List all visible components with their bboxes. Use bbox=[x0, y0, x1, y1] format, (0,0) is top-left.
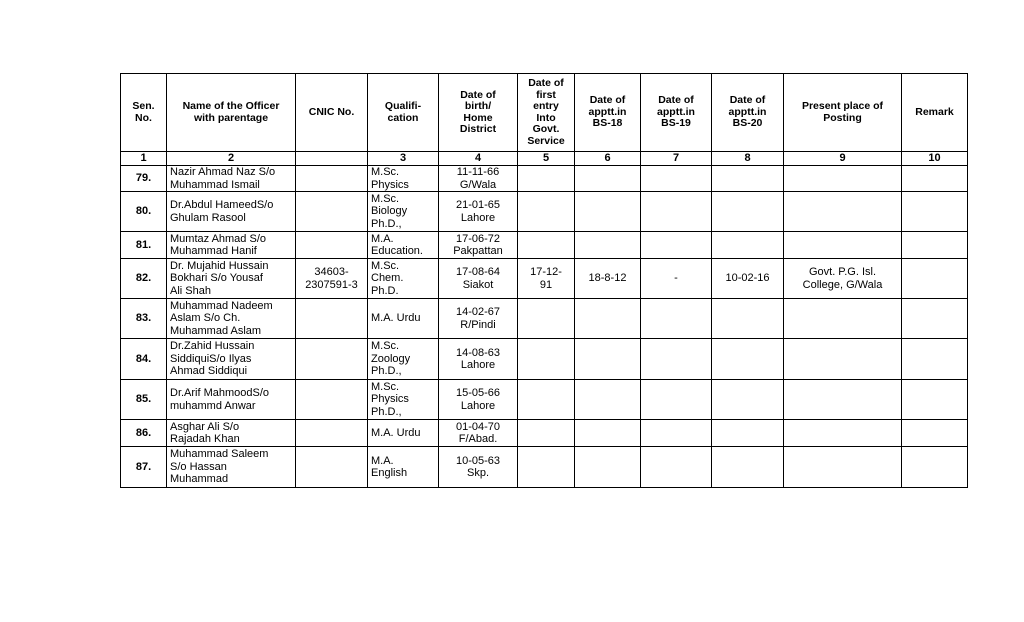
bs18-date-cell bbox=[575, 380, 641, 420]
present-posting-cell bbox=[784, 339, 902, 380]
present-posting-cell bbox=[784, 299, 902, 339]
qualification-cell: M.Sc. Biology Ph.D., bbox=[368, 192, 439, 232]
officer-name-cell: Dr.Abdul HameedS/o Ghulam Rasool bbox=[167, 192, 296, 232]
cnic-no-cell: 34603- 2307591-3 bbox=[296, 259, 368, 299]
bs18-date-cell bbox=[575, 299, 641, 339]
qualification-header: Qualifi- cation bbox=[368, 74, 439, 152]
bs20-header: Date of apptt.in BS-20 bbox=[712, 74, 784, 152]
bs20-date-cell bbox=[712, 299, 784, 339]
dob-district-cell: 17-08-64 Siakot bbox=[439, 259, 518, 299]
present-posting-cell bbox=[784, 447, 902, 488]
sen-no-cell: 86. bbox=[121, 420, 167, 447]
bs20-date-cell bbox=[712, 232, 784, 259]
dob-district-cell: 14-02-67 R/Pindi bbox=[439, 299, 518, 339]
officer-name-cell: Dr.Zahid Hussain SiddiquiS/o Ilyas Ahmad Siddiqui bbox=[167, 339, 296, 380]
first-entry-cell bbox=[518, 192, 575, 232]
cnic-no-cell bbox=[296, 339, 368, 380]
posting-header: Present place of Posting bbox=[784, 74, 902, 152]
sen-no-cell: 81. bbox=[121, 232, 167, 259]
remark-cell bbox=[902, 259, 968, 299]
officer-name-cell: Nazir Ahmad Naz S/o Muhammad Ismail bbox=[167, 166, 296, 192]
first-entry-cell bbox=[518, 420, 575, 447]
present-posting-cell bbox=[784, 192, 902, 232]
sen-no-cell: 79. bbox=[121, 166, 167, 192]
table-row bbox=[121, 299, 968, 339]
column-number: 1 bbox=[121, 152, 167, 166]
bs19-date-cell bbox=[641, 166, 712, 192]
table-row bbox=[121, 192, 968, 232]
column-number: 10 bbox=[902, 152, 968, 166]
sen-no-cell: 80. bbox=[121, 192, 167, 232]
column-number: 9 bbox=[784, 152, 902, 166]
qualification-cell: M.Sc. Zoology Ph.D., bbox=[368, 339, 439, 380]
column-number: 8 bbox=[712, 152, 784, 166]
table-row bbox=[121, 420, 968, 447]
first-entry-cell bbox=[518, 232, 575, 259]
header-row bbox=[121, 74, 968, 152]
dob-district-cell: 14-08-63 Lahore bbox=[439, 339, 518, 380]
qualification-cell: M.Sc. Physics bbox=[368, 166, 439, 192]
bs20-date-cell bbox=[712, 166, 784, 192]
bs20-date-cell bbox=[712, 380, 784, 420]
bs18-date-cell bbox=[575, 232, 641, 259]
qualification-cell: M.Sc. Physics Ph.D., bbox=[368, 380, 439, 420]
remark-cell bbox=[902, 192, 968, 232]
bs20-date-cell bbox=[712, 339, 784, 380]
bs19-date-cell bbox=[641, 299, 712, 339]
column-number: 6 bbox=[575, 152, 641, 166]
cnic-no-cell bbox=[296, 447, 368, 488]
sen-no-cell: 84. bbox=[121, 339, 167, 380]
officer-name-cell: Asghar Ali S/o Rajadah Khan bbox=[167, 420, 296, 447]
table-row bbox=[121, 380, 968, 420]
remark-cell bbox=[902, 299, 968, 339]
bs20-date-cell bbox=[712, 447, 784, 488]
dob-district-cell: 11-11-66 G/Wala bbox=[439, 166, 518, 192]
table-row bbox=[121, 339, 968, 380]
officer-name-cell: Mumtaz Ahmad S/o Muhammad Hanif bbox=[167, 232, 296, 259]
column-number-row bbox=[121, 152, 968, 166]
qualification-cell: M.A. Urdu bbox=[368, 299, 439, 339]
table-row bbox=[121, 232, 968, 259]
qualification-cell: M.A. English bbox=[368, 447, 439, 488]
officer-name-cell: Muhammad Nadeem Aslam S/o Ch. Muhammad Aslam bbox=[167, 299, 296, 339]
remark-cell bbox=[902, 420, 968, 447]
cnic-no-cell bbox=[296, 192, 368, 232]
dob-district-cell: 17-06-72 Pakpattan bbox=[439, 232, 518, 259]
column-number: 2 bbox=[167, 152, 296, 166]
bs19-date-cell bbox=[641, 339, 712, 380]
present-posting-cell bbox=[784, 420, 902, 447]
dob-header: Date of birth/ Home District bbox=[439, 74, 518, 152]
dob-district-cell: 10-05-63 Skp. bbox=[439, 447, 518, 488]
seniority-table bbox=[120, 73, 968, 488]
cnic-header: CNIC No. bbox=[296, 74, 368, 152]
dob-district-cell: 15-05-66 Lahore bbox=[439, 380, 518, 420]
column-number: 5 bbox=[518, 152, 575, 166]
column-number: 4 bbox=[439, 152, 518, 166]
table-body bbox=[121, 166, 968, 488]
bs19-date-cell bbox=[641, 192, 712, 232]
bs19-header: Date of apptt.in BS-19 bbox=[641, 74, 712, 152]
sen-no-cell: 85. bbox=[121, 380, 167, 420]
officer-name-header: Name of the Officer with parentage bbox=[167, 74, 296, 152]
bs19-date-cell: - bbox=[641, 259, 712, 299]
bs19-date-cell bbox=[641, 232, 712, 259]
cnic-no-cell bbox=[296, 166, 368, 192]
first-entry-cell: 17-12- 91 bbox=[518, 259, 575, 299]
qualification-cell: M.Sc. Chem. Ph.D. bbox=[368, 259, 439, 299]
bs18-date-cell bbox=[575, 447, 641, 488]
sen-no-header: Sen. No. bbox=[121, 74, 167, 152]
dob-district-cell: 21-01-65 Lahore bbox=[439, 192, 518, 232]
first-entry-cell bbox=[518, 166, 575, 192]
present-posting-cell bbox=[784, 166, 902, 192]
qualification-cell: M.A. Urdu bbox=[368, 420, 439, 447]
remark-cell bbox=[902, 447, 968, 488]
bs18-header: Date of apptt.in BS-18 bbox=[575, 74, 641, 152]
present-posting-cell bbox=[784, 232, 902, 259]
officer-name-cell: Dr.Arif MahmoodS/o muhammd Anwar bbox=[167, 380, 296, 420]
remark-cell bbox=[902, 380, 968, 420]
first-entry-cell bbox=[518, 339, 575, 380]
bs19-date-cell bbox=[641, 447, 712, 488]
sen-no-cell: 82. bbox=[121, 259, 167, 299]
cnic-no-cell bbox=[296, 299, 368, 339]
bs18-date-cell bbox=[575, 166, 641, 192]
cnic-no-cell bbox=[296, 232, 368, 259]
qualification-cell: M.A. Education. bbox=[368, 232, 439, 259]
column-number: 7 bbox=[641, 152, 712, 166]
remark-header: Remark bbox=[902, 74, 968, 152]
officer-name-cell: Dr. Mujahid Hussain Bokhari S/o Yousaf Ali Shah bbox=[167, 259, 296, 299]
bs18-date-cell bbox=[575, 339, 641, 380]
column-number: 3 bbox=[368, 152, 439, 166]
cnic-no-cell bbox=[296, 420, 368, 447]
bs20-date-cell bbox=[712, 420, 784, 447]
bs20-date-cell bbox=[712, 192, 784, 232]
column-number bbox=[296, 152, 368, 166]
sen-no-cell: 87. bbox=[121, 447, 167, 488]
officer-name-cell: Muhammad Saleem S/o Hassan Muhammad bbox=[167, 447, 296, 488]
table-row bbox=[121, 447, 968, 488]
remark-cell bbox=[902, 339, 968, 380]
bs20-date-cell: 10-02-16 bbox=[712, 259, 784, 299]
first-entry-header: Date of first entry Into Govt. Service bbox=[518, 74, 575, 152]
present-posting-cell: Govt. P.G. Isl. College, G/Wala bbox=[784, 259, 902, 299]
first-entry-cell bbox=[518, 447, 575, 488]
bs19-date-cell bbox=[641, 420, 712, 447]
first-entry-cell bbox=[518, 299, 575, 339]
bs18-date-cell bbox=[575, 420, 641, 447]
table-row bbox=[121, 166, 968, 192]
bs18-date-cell bbox=[575, 192, 641, 232]
present-posting-cell bbox=[784, 380, 902, 420]
bs18-date-cell: 18-8-12 bbox=[575, 259, 641, 299]
sen-no-cell: 83. bbox=[121, 299, 167, 339]
remark-cell bbox=[902, 166, 968, 192]
remark-cell bbox=[902, 232, 968, 259]
bs19-date-cell bbox=[641, 380, 712, 420]
first-entry-cell bbox=[518, 380, 575, 420]
table-row bbox=[121, 259, 968, 299]
dob-district-cell: 01-04-70 F/Abad. bbox=[439, 420, 518, 447]
cnic-no-cell bbox=[296, 380, 368, 420]
